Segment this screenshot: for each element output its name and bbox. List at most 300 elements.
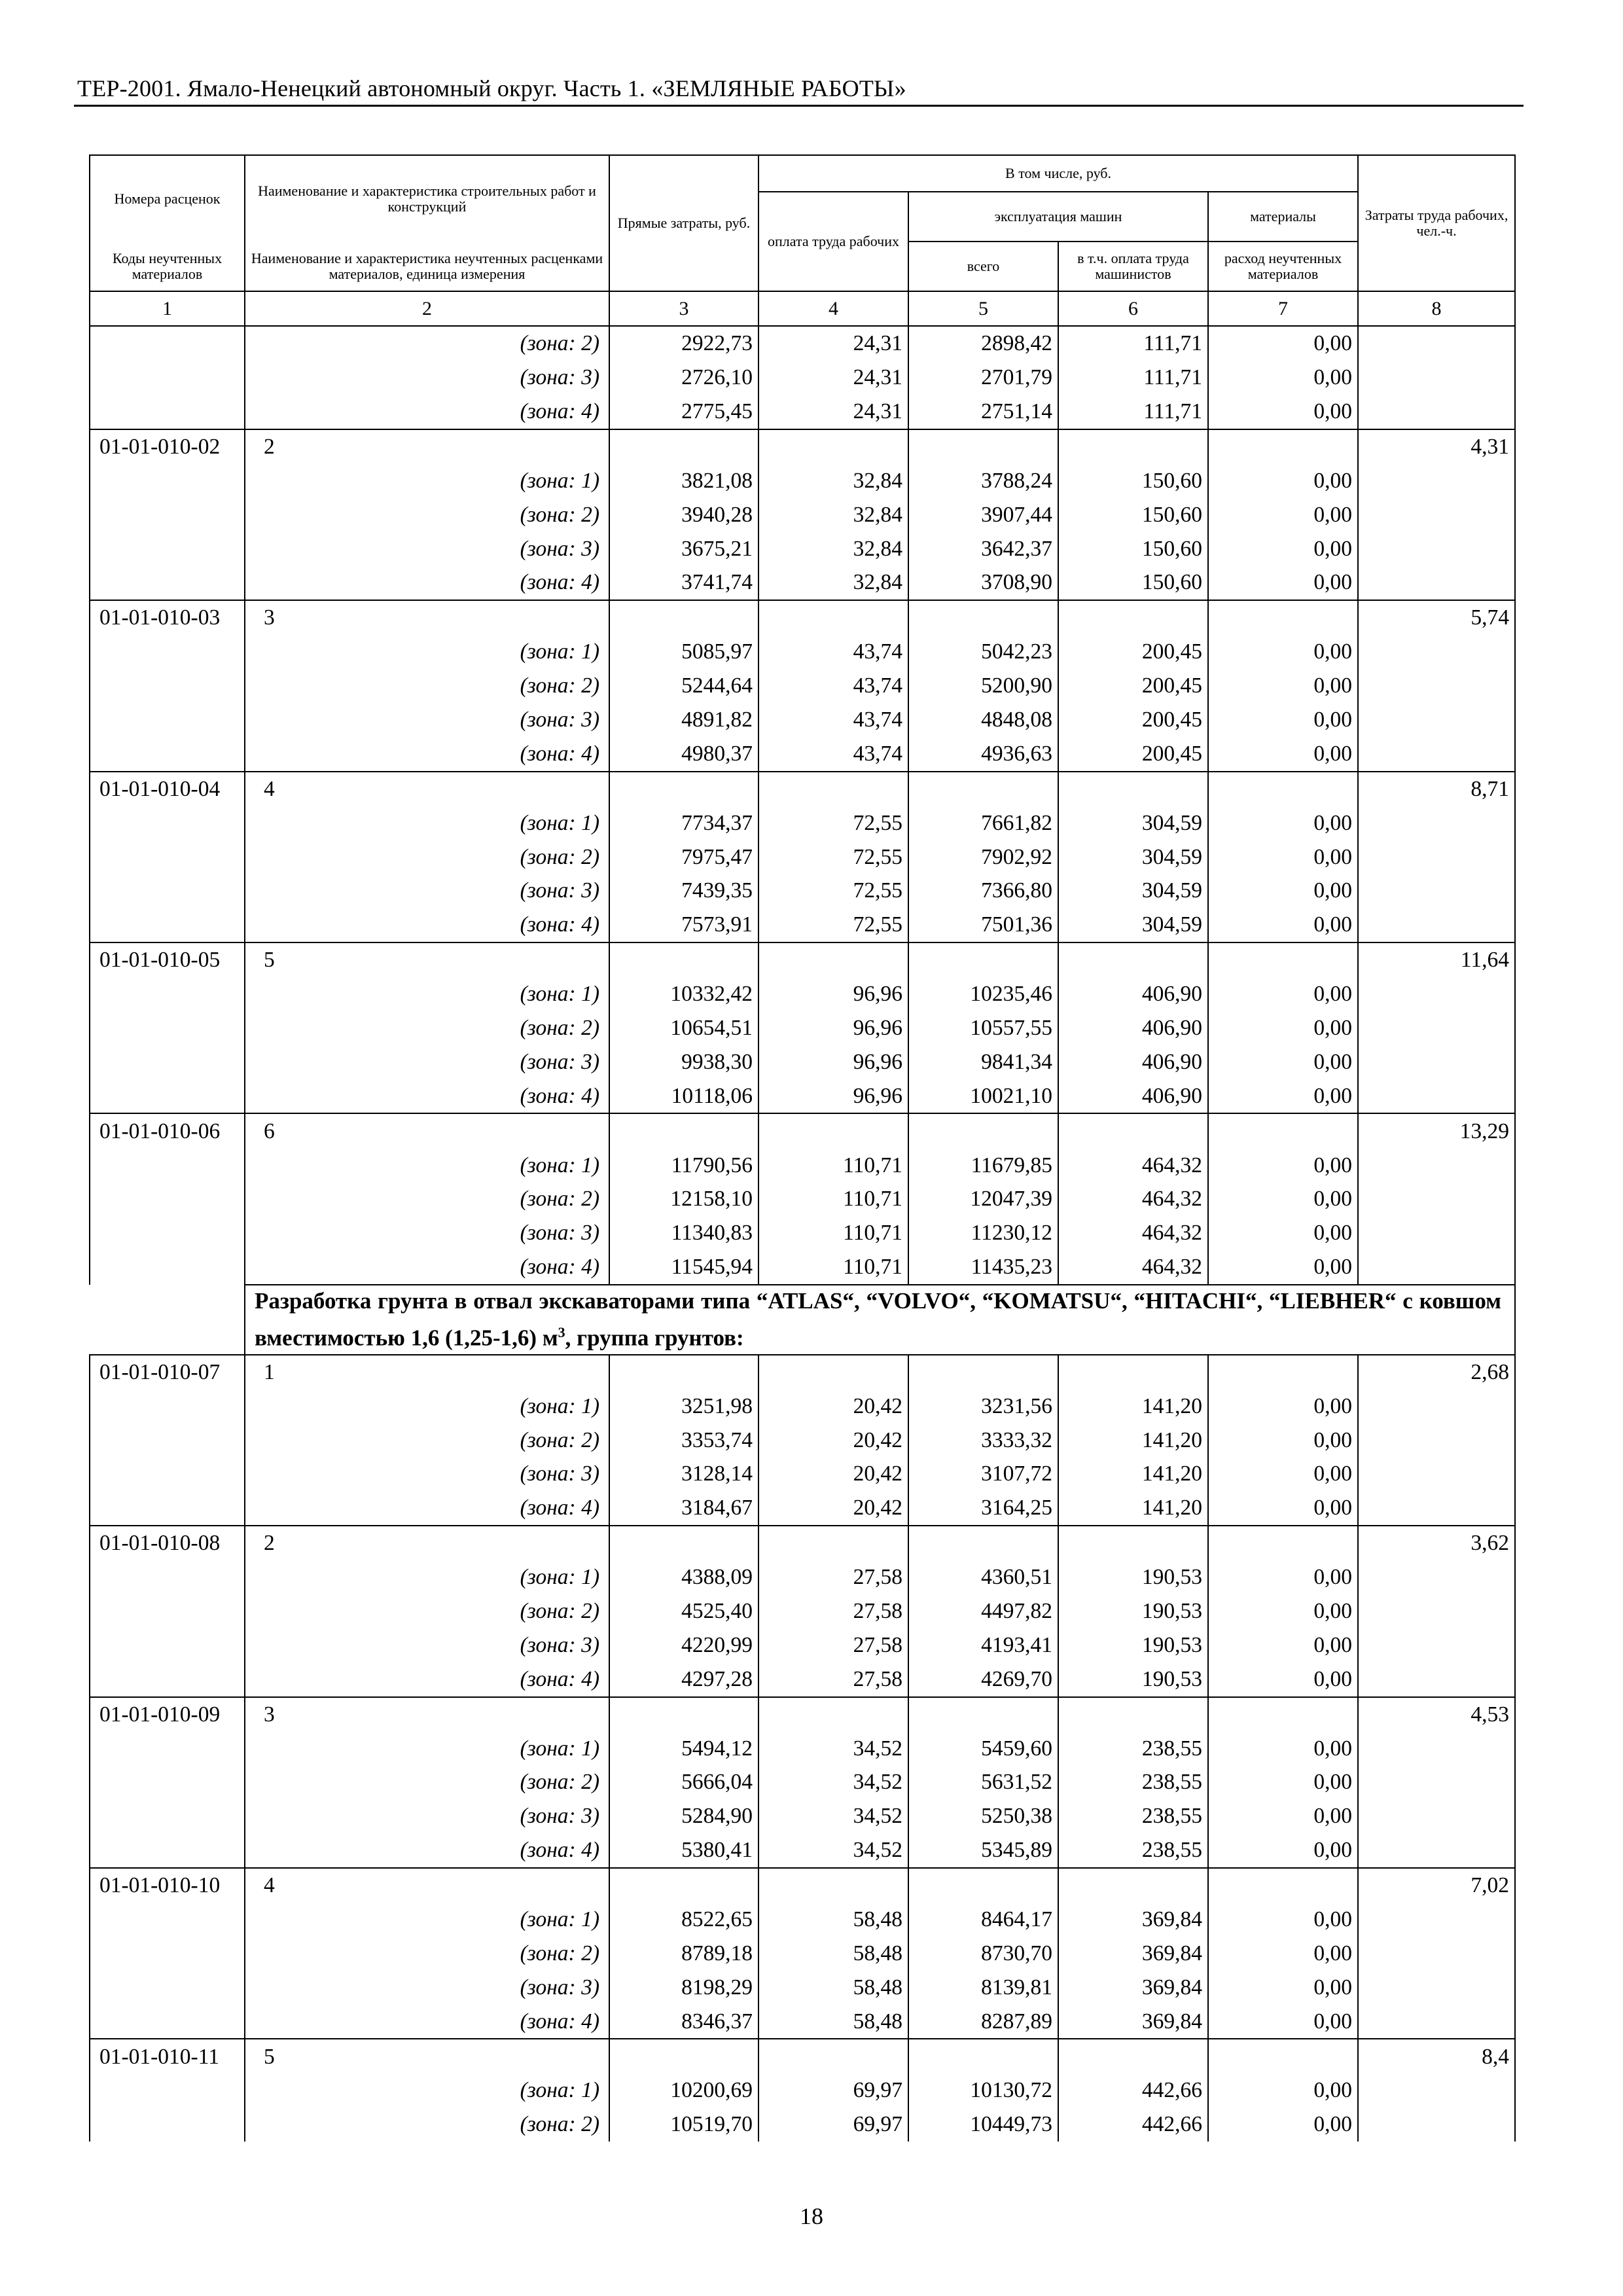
machinists-pay: 304,59 <box>1058 908 1208 942</box>
machinists-pay: 304,59 <box>1058 806 1208 840</box>
machines-total: 11230,12 <box>908 1216 1058 1250</box>
labor-cost: 2,68 <box>1358 1355 1515 1390</box>
machines-total: 4269,70 <box>908 1662 1058 1697</box>
rate-group-row <box>90 1355 1515 1390</box>
empty-cell <box>1358 806 1515 840</box>
machinists-pay: 190,53 <box>1058 1628 1208 1662</box>
zone-row <box>90 1045 1515 1079</box>
zone-label: (зона: 4) <box>245 737 609 772</box>
empty-cell <box>1358 1971 1515 2005</box>
empty-cell <box>908 772 1058 806</box>
section-spacer-cell <box>90 1285 245 1355</box>
rates-table <box>89 154 1516 2142</box>
machines-total: 3231,56 <box>908 1389 1058 1423</box>
machinists-pay: 464,32 <box>1058 1216 1208 1250</box>
zone-label: (зона: 4) <box>245 1491 609 1526</box>
materials-cost: 0,00 <box>1208 1662 1358 1697</box>
materials-cost: 0,00 <box>1208 1903 1358 1937</box>
materials-cost: 0,00 <box>1208 326 1358 361</box>
machinists-pay: 406,90 <box>1058 1079 1208 1114</box>
empty-cell <box>1358 1011 1515 1045</box>
worker-pay: 34,52 <box>758 1731 908 1765</box>
zone-label: (зона: 3) <box>245 874 609 908</box>
zone-row <box>90 1937 1515 1971</box>
empty-cell <box>758 429 908 464</box>
labor-cost: 4,53 <box>1358 1697 1515 1732</box>
empty-cell <box>90 1182 245 1216</box>
empty-cell <box>90 1423 245 1457</box>
empty-cell <box>90 874 245 908</box>
empty-cell <box>1358 1833 1515 1868</box>
machines-total: 2701,79 <box>908 361 1058 395</box>
machinists-pay: 200,45 <box>1058 635 1208 669</box>
zone-row <box>90 1731 1515 1765</box>
col-number: 3 <box>609 291 758 326</box>
zone-row <box>90 1594 1515 1628</box>
rate-code: 01-01-010-08 <box>90 1526 245 1560</box>
empty-cell <box>1358 361 1515 395</box>
rate-code: 01-01-010-05 <box>90 942 245 977</box>
materials-cost: 0,00 <box>1208 908 1358 942</box>
soil-group: 2 <box>245 1526 609 1560</box>
empty-cell <box>1208 1526 1358 1560</box>
worker-pay: 20,42 <box>758 1389 908 1423</box>
empty-cell <box>758 942 908 977</box>
col-header-pryamye: Прямые затраты, руб. <box>609 155 758 291</box>
direct-cost: 4525,40 <box>609 1594 758 1628</box>
machinists-pay: 200,45 <box>1058 737 1208 772</box>
col-header-kody: Коды неучтенных материалов <box>90 242 245 291</box>
machinists-pay: 200,45 <box>1058 703 1208 737</box>
empty-cell <box>90 635 245 669</box>
col-header-naim2: Наименование и характеристика неучтенных расценками материалов, единица измерения <box>245 242 609 291</box>
empty-cell <box>1058 1113 1208 1148</box>
machines-total: 10130,72 <box>908 2073 1058 2108</box>
direct-cost: 12158,10 <box>609 1182 758 1216</box>
direct-cost: 3821,08 <box>609 464 758 498</box>
labor-cost: 5,74 <box>1358 600 1515 635</box>
zone-row <box>90 1560 1515 1594</box>
materials-cost: 0,00 <box>1208 1389 1358 1423</box>
empty-cell <box>90 1079 245 1114</box>
worker-pay: 58,48 <box>758 1971 908 2005</box>
empty-cell <box>1208 1113 1358 1148</box>
empty-cell <box>90 395 245 429</box>
zone-row <box>90 840 1515 874</box>
worker-pay: 96,96 <box>758 1011 908 1045</box>
empty-cell <box>1358 565 1515 600</box>
worker-pay: 20,42 <box>758 1457 908 1491</box>
machines-total: 10557,55 <box>908 1011 1058 1045</box>
empty-cell <box>1058 942 1208 977</box>
empty-cell <box>90 2108 245 2142</box>
empty-cell <box>1358 2108 1515 2142</box>
direct-cost: 5380,41 <box>609 1833 758 1868</box>
empty-cell <box>609 1868 758 1903</box>
empty-cell <box>1208 1697 1358 1732</box>
worker-pay: 32,84 <box>758 565 908 600</box>
empty-cell <box>1358 1799 1515 1833</box>
worker-pay: 34,52 <box>758 1765 908 1799</box>
worker-pay: 43,74 <box>758 669 908 703</box>
labor-cost: 11,64 <box>1358 942 1515 977</box>
worker-pay: 110,71 <box>758 1182 908 1216</box>
machinists-pay: 190,53 <box>1058 1662 1208 1697</box>
zone-label: (зона: 2) <box>245 2108 609 2142</box>
zone-label: (зона: 1) <box>245 635 609 669</box>
materials-cost: 0,00 <box>1208 806 1358 840</box>
machines-total: 7366,80 <box>908 874 1058 908</box>
empty-cell <box>1358 497 1515 531</box>
zone-row <box>90 1423 1515 1457</box>
materials-cost: 0,00 <box>1208 531 1358 565</box>
empty-cell <box>90 464 245 498</box>
empty-cell <box>908 1526 1058 1560</box>
rate-group-row <box>90 942 1515 977</box>
soil-group: 2 <box>245 429 609 464</box>
machines-total: 3333,32 <box>908 1423 1058 1457</box>
direct-cost: 3184,67 <box>609 1491 758 1526</box>
soil-group: 4 <box>245 1868 609 1903</box>
empty-cell <box>908 1697 1058 1732</box>
col-header-vtch: в т.ч. оплата труда машинистов <box>1058 242 1208 291</box>
materials-cost: 0,00 <box>1208 1011 1358 1045</box>
zone-row <box>90 531 1515 565</box>
empty-cell <box>1358 1216 1515 1250</box>
empty-cell <box>1358 1250 1515 1285</box>
col-header-materialy: материалы <box>1208 192 1358 242</box>
zone-row <box>90 1662 1515 1697</box>
col-number: 8 <box>1358 291 1515 326</box>
empty-cell <box>90 1011 245 1045</box>
zone-label: (зона: 4) <box>245 1662 609 1697</box>
materials-cost: 0,00 <box>1208 1628 1358 1662</box>
zone-row <box>90 1079 1515 1114</box>
materials-cost: 0,00 <box>1208 361 1358 395</box>
machines-total: 12047,39 <box>908 1182 1058 1216</box>
machines-total: 2751,14 <box>908 395 1058 429</box>
empty-cell <box>1358 1457 1515 1491</box>
machinists-pay: 369,84 <box>1058 1971 1208 2005</box>
labor-cost: 7,02 <box>1358 1868 1515 1903</box>
empty-cell <box>90 1799 245 1833</box>
zone-row <box>90 703 1515 737</box>
worker-pay: 96,96 <box>758 1079 908 1114</box>
machinists-pay: 406,90 <box>1058 977 1208 1011</box>
zone-label: (зона: 3) <box>245 531 609 565</box>
empty-cell <box>90 1731 245 1765</box>
machinists-pay: 464,32 <box>1058 1250 1208 1285</box>
direct-cost: 4297,28 <box>609 1662 758 1697</box>
direct-cost: 7573,91 <box>609 908 758 942</box>
machines-total: 10235,46 <box>908 977 1058 1011</box>
machines-total: 4497,82 <box>908 1594 1058 1628</box>
zone-label: (зона: 1) <box>245 1560 609 1594</box>
zone-row <box>90 1457 1515 1491</box>
materials-cost: 0,00 <box>1208 1971 1358 2005</box>
empty-cell <box>1358 395 1515 429</box>
zone-row <box>90 2108 1515 2142</box>
materials-cost: 0,00 <box>1208 874 1358 908</box>
worker-pay: 110,71 <box>758 1250 908 1285</box>
machinists-pay: 369,84 <box>1058 2005 1208 2039</box>
machinists-pay: 141,20 <box>1058 1423 1208 1457</box>
direct-cost: 10654,51 <box>609 1011 758 1045</box>
machines-total: 3642,37 <box>908 531 1058 565</box>
direct-cost: 2726,10 <box>609 361 758 395</box>
direct-cost: 5244,64 <box>609 669 758 703</box>
labor-cost: 4,31 <box>1358 429 1515 464</box>
direct-cost: 3128,14 <box>609 1457 758 1491</box>
empty-cell <box>1358 1937 1515 1971</box>
materials-cost: 0,00 <box>1208 1765 1358 1799</box>
materials-cost: 0,00 <box>1208 395 1358 429</box>
section-heading-text: Разработка грунта в отвал экскаваторами типа “ATLAS“, “VOLVO“, “KOMATSU“, “HITACHI“, “LIEBHER“ с ковшом вместимостью 1,6 (1,25-1,6) м <box>255 1287 1502 1351</box>
rate-code: 01-01-010-09 <box>90 1697 245 1732</box>
materials-cost: 0,00 <box>1208 565 1358 600</box>
empty-cell <box>908 942 1058 977</box>
rate-code: 01-01-010-06 <box>90 1113 245 1148</box>
machinists-pay: 304,59 <box>1058 840 1208 874</box>
worker-pay: 72,55 <box>758 840 908 874</box>
empty-cell <box>908 429 1058 464</box>
zone-row <box>90 1628 1515 1662</box>
empty-cell <box>758 2039 908 2073</box>
zone-label: (зона: 3) <box>245 361 609 395</box>
col-number: 7 <box>1208 291 1358 326</box>
labor-cost: 8,4 <box>1358 2039 1515 2073</box>
zone-row <box>90 1216 1515 1250</box>
zone-label: (зона: 4) <box>245 565 609 600</box>
empty-cell <box>90 531 245 565</box>
machinists-pay: 238,55 <box>1058 1731 1208 1765</box>
materials-cost: 0,00 <box>1208 737 1358 772</box>
materials-cost: 0,00 <box>1208 977 1358 1011</box>
materials-cost: 0,00 <box>1208 1250 1358 1285</box>
worker-pay: 20,42 <box>758 1423 908 1457</box>
labor-cost: 8,71 <box>1358 772 1515 806</box>
machines-total: 5459,60 <box>908 1731 1058 1765</box>
empty-cell <box>90 1045 245 1079</box>
zone-row <box>90 1011 1515 1045</box>
direct-cost: 8789,18 <box>609 1937 758 1971</box>
machinists-pay: 111,71 <box>1058 361 1208 395</box>
zone-label: (зона: 2) <box>245 1182 609 1216</box>
zone-label: (зона: 2) <box>245 326 609 361</box>
soil-group: 1 <box>245 1355 609 1390</box>
materials-cost: 0,00 <box>1208 1216 1358 1250</box>
zone-label: (зона: 1) <box>245 2073 609 2108</box>
worker-pay: 58,48 <box>758 1903 908 1937</box>
zone-label: (зона: 3) <box>245 1971 609 2005</box>
direct-cost: 10332,42 <box>609 977 758 1011</box>
worker-pay: 72,55 <box>758 874 908 908</box>
rate-group-row <box>90 772 1515 806</box>
direct-cost: 5666,04 <box>609 1765 758 1799</box>
zone-row <box>90 635 1515 669</box>
zone-label: (зона: 3) <box>245 1045 609 1079</box>
machinists-pay: 150,60 <box>1058 464 1208 498</box>
direct-cost: 5494,12 <box>609 1731 758 1765</box>
zone-row <box>90 806 1515 840</box>
zone-label: (зона: 4) <box>245 2005 609 2039</box>
machinists-pay: 111,71 <box>1058 395 1208 429</box>
machinists-pay: 406,90 <box>1058 1011 1208 1045</box>
machinists-pay: 200,45 <box>1058 669 1208 703</box>
machines-total: 4936,63 <box>908 737 1058 772</box>
worker-pay: 32,84 <box>758 464 908 498</box>
zone-label: (зона: 4) <box>245 1250 609 1285</box>
zone-label: (зона: 2) <box>245 669 609 703</box>
direct-cost: 3741,74 <box>609 565 758 600</box>
materials-cost: 0,00 <box>1208 1833 1358 1868</box>
col-header-rashod: расход неучтенных материалов <box>1208 242 1358 291</box>
materials-cost: 0,00 <box>1208 703 1358 737</box>
empty-cell <box>90 2073 245 2108</box>
machines-total: 3907,44 <box>908 497 1058 531</box>
col-header-zatraty: Затраты труда рабочих, чел.-ч. <box>1358 155 1515 291</box>
empty-cell <box>908 600 1058 635</box>
empty-cell <box>1058 600 1208 635</box>
zone-row <box>90 2005 1515 2039</box>
worker-pay: 32,84 <box>758 531 908 565</box>
direct-cost: 5284,90 <box>609 1799 758 1833</box>
direct-cost: 9938,30 <box>609 1045 758 1079</box>
worker-pay: 69,97 <box>758 2073 908 2108</box>
labor-cost: 13,29 <box>1358 1113 1515 1148</box>
empty-cell <box>609 2039 758 2073</box>
empty-cell <box>1058 2039 1208 2073</box>
rate-code: 01-01-010-03 <box>90 600 245 635</box>
zone-label: (зона: 1) <box>245 806 609 840</box>
rate-group-row <box>90 1113 1515 1148</box>
worker-pay: 72,55 <box>758 908 908 942</box>
empty-cell <box>90 1971 245 2005</box>
zone-row <box>90 1971 1515 2005</box>
zone-label: (зона: 1) <box>245 464 609 498</box>
machinists-pay: 406,90 <box>1058 1045 1208 1079</box>
rate-group-row <box>90 600 1515 635</box>
direct-cost: 4980,37 <box>609 737 758 772</box>
soil-group: 3 <box>245 1697 609 1732</box>
direct-cost: 3675,21 <box>609 531 758 565</box>
labor-cost: 3,62 <box>1358 1526 1515 1560</box>
rate-group-row <box>90 1697 1515 1732</box>
table-body <box>90 326 1515 2142</box>
soil-group: 5 <box>245 2039 609 2073</box>
empty-cell <box>758 1868 908 1903</box>
empty-cell <box>1358 2005 1515 2039</box>
worker-pay: 24,31 <box>758 361 908 395</box>
direct-cost: 4891,82 <box>609 703 758 737</box>
direct-cost: 3251,98 <box>609 1389 758 1423</box>
zone-label: (зона: 2) <box>245 1594 609 1628</box>
worker-pay: 34,52 <box>758 1799 908 1833</box>
worker-pay: 110,71 <box>758 1148 908 1182</box>
zone-row <box>90 1250 1515 1285</box>
materials-cost: 0,00 <box>1208 1491 1358 1526</box>
materials-cost: 0,00 <box>1208 1182 1358 1216</box>
materials-cost: 0,00 <box>1208 1423 1358 1457</box>
empty-cell <box>1208 1355 1358 1390</box>
empty-cell <box>1358 326 1515 361</box>
machinists-pay: 150,60 <box>1058 565 1208 600</box>
empty-cell <box>1358 531 1515 565</box>
empty-cell <box>908 2039 1058 2073</box>
direct-cost: 7975,47 <box>609 840 758 874</box>
zone-label: (зона: 1) <box>245 1731 609 1765</box>
worker-pay: 43,74 <box>758 635 908 669</box>
empty-cell <box>90 1594 245 1628</box>
zone-label: (зона: 4) <box>245 1833 609 1868</box>
empty-cell <box>609 1526 758 1560</box>
section-heading-tail: , группа грунтов: <box>565 1325 744 1351</box>
zone-label: (зона: 1) <box>245 977 609 1011</box>
empty-cell <box>1358 1182 1515 1216</box>
zone-label: (зона: 4) <box>245 908 609 942</box>
rate-group-row <box>90 429 1515 464</box>
materials-cost: 0,00 <box>1208 840 1358 874</box>
direct-cost: 5085,97 <box>609 635 758 669</box>
empty-cell <box>1358 464 1515 498</box>
worker-pay: 58,48 <box>758 2005 908 2039</box>
machinists-pay: 141,20 <box>1058 1389 1208 1423</box>
empty-cell <box>90 669 245 703</box>
empty-cell <box>908 1113 1058 1148</box>
empty-cell <box>1358 977 1515 1011</box>
empty-cell <box>1208 2039 1358 2073</box>
col-number: 4 <box>758 291 908 326</box>
machines-total: 3107,72 <box>908 1457 1058 1491</box>
materials-cost: 0,00 <box>1208 1731 1358 1765</box>
empty-cell <box>1358 635 1515 669</box>
empty-cell <box>1358 1079 1515 1114</box>
zone-label: (зона: 2) <box>245 1423 609 1457</box>
empty-cell <box>1358 1389 1515 1423</box>
machines-total: 3164,25 <box>908 1491 1058 1526</box>
empty-cell <box>1208 1868 1358 1903</box>
empty-cell <box>1358 1731 1515 1765</box>
empty-cell <box>90 806 245 840</box>
zone-row <box>90 565 1515 600</box>
col-header-nomera: Номера расценок <box>90 155 245 242</box>
machines-total: 7661,82 <box>908 806 1058 840</box>
zone-label: (зона: 3) <box>245 1628 609 1662</box>
direct-cost: 4220,99 <box>609 1628 758 1662</box>
empty-cell <box>1058 429 1208 464</box>
machinists-pay: 111,71 <box>1058 326 1208 361</box>
empty-cell <box>758 600 908 635</box>
col-header-eksp: эксплуатация машин <box>908 192 1208 242</box>
machines-total: 11679,85 <box>908 1148 1058 1182</box>
empty-cell <box>1358 1765 1515 1799</box>
empty-cell <box>90 703 245 737</box>
direct-cost: 11790,56 <box>609 1148 758 1182</box>
empty-cell <box>90 1765 245 1799</box>
empty-cell <box>1358 1903 1515 1937</box>
rate-code: 01-01-010-10 <box>90 1868 245 1903</box>
machines-total: 2898,42 <box>908 326 1058 361</box>
materials-cost: 0,00 <box>1208 669 1358 703</box>
col-number: 5 <box>908 291 1058 326</box>
empty-cell <box>90 977 245 1011</box>
direct-cost: 3353,74 <box>609 1423 758 1457</box>
worker-pay: 34,52 <box>758 1833 908 1868</box>
page-number: 18 <box>800 2203 823 2229</box>
zone-label: (зона: 4) <box>245 1079 609 1114</box>
materials-cost: 0,00 <box>1208 464 1358 498</box>
materials-cost: 0,00 <box>1208 1594 1358 1628</box>
